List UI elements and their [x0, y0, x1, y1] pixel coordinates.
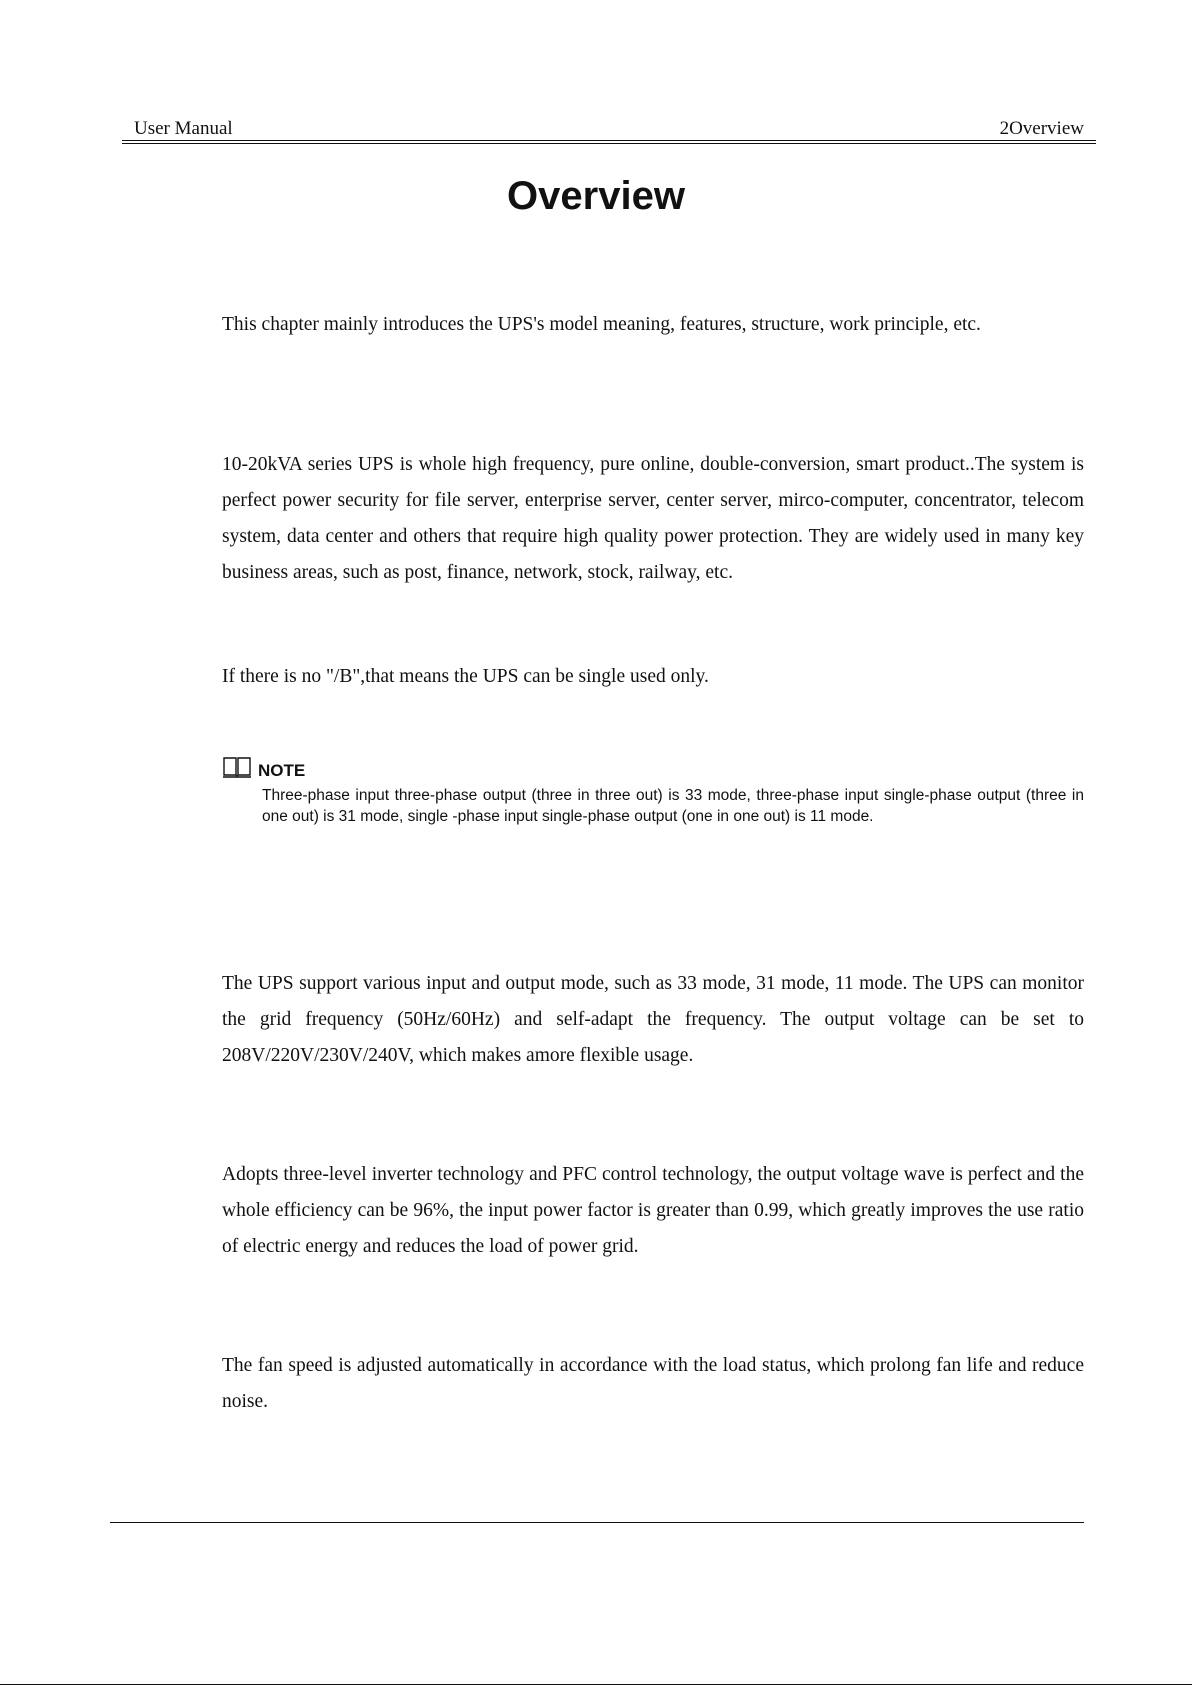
- book-icon: [222, 755, 252, 779]
- fan-paragraph: The fan speed is adjusted automatically in accordance with the load status, which prolong fan life and reduce noise.: [222, 1355, 1084, 1412]
- header-chapter-title: 2Overview: [999, 118, 1084, 139]
- series-description-paragraph: 10-20kVA series UPS is whole high frequency, pure online, double-conversion, smart product..The system is perfect power security for file server, enterprise server, center server, mirco-computer, concentrator, telecom system, data center and others that require high quality power protection. They are widely used in many key business areas, such as post, finance, network, stock, railway, etc.: [222, 454, 1084, 583]
- inverter-paragraph: Adopts three-level inverter technology and PFC control technology, the output voltage wave is perfect and the whole efficiency can be 96%, the input power factor is greater than 0.99, which greatly improves the use ratio of electric energy and reduces the load of power grid.: [222, 1164, 1084, 1257]
- modes-paragraph: The UPS support various input and output mode, such as 33 mode, 31 mode, 11 mode. The UPS can monitor the grid frequency (50Hz/60Hz) and self-adapt the frequency. The output voltage can be set to 208V/220V/230V/240V, which makes amore flexible usage.: [222, 973, 1084, 1066]
- header-divider-secondary: [122, 143, 1096, 144]
- intro-paragraph: This chapter mainly introduces the UPS's model meaning, features, structure, work principle, etc.: [222, 314, 981, 335]
- header-manual-title: User Manual: [134, 118, 233, 139]
- header-divider: [122, 140, 1096, 141]
- page-header: [122, 118, 1096, 140]
- page-title: Overview: [507, 174, 685, 218]
- note-text: Three-phase input three-phase output (three in three out) is 33 mode, three-phase input single-phase output (three in one out) is 31 mode, single -phase input single-phase output (one in one out) is 11 mode.: [262, 787, 1084, 825]
- note-label: NOTE: [258, 761, 306, 780]
- model-note-paragraph: If there is no "/B",that means the UPS can be single used only.: [222, 666, 709, 687]
- footer-divider: [110, 1522, 1084, 1523]
